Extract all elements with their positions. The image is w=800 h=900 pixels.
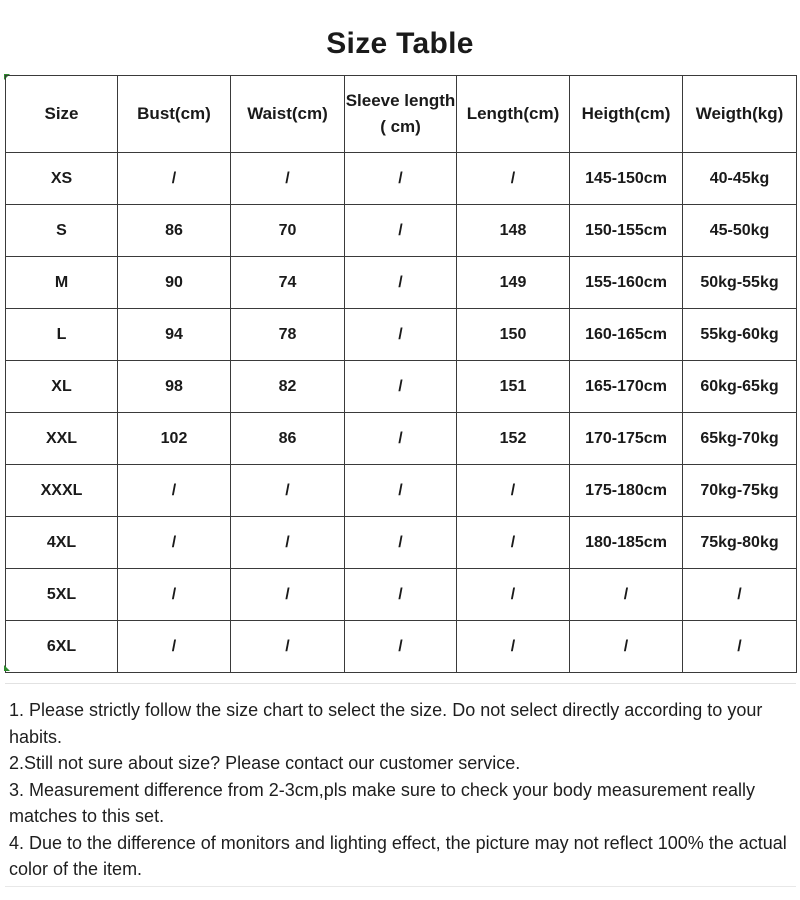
size-label-cell: S [6, 205, 118, 257]
table-row [6, 621, 797, 673]
table-row [6, 413, 797, 465]
table-header-row [6, 76, 797, 153]
table-cell: 165-170cm [570, 361, 683, 413]
notes-section [9, 697, 795, 883]
page-title: Size Table [326, 27, 474, 60]
table-cell: 86 [231, 413, 345, 465]
table-cell: / [231, 569, 345, 621]
note-1: 1. Please strictly follow the size chart to select the size. Do not select directly according to your habits. [9, 700, 763, 747]
table-row [6, 361, 797, 413]
header-size: Size [6, 76, 118, 153]
table-cell: 155-160cm [570, 257, 683, 309]
size-label-cell: XS [6, 153, 118, 205]
table-cell: / [345, 153, 457, 205]
table-cell: 148 [457, 205, 570, 257]
table-cell: 65kg-70kg [683, 413, 797, 465]
table-cell: 90 [118, 257, 231, 309]
table-cell: / [457, 153, 570, 205]
note-3: 3. Measurement difference from 2-3cm,pls make sure to check your body measurement really matches to this set. [9, 779, 755, 826]
table-cell: / [570, 621, 683, 673]
size-label-cell: 5XL [6, 569, 118, 621]
table-cell: / [345, 413, 457, 465]
table-cell: 145-150cm [570, 153, 683, 205]
table-cell: 70kg-75kg [683, 465, 797, 517]
size-label-cell: 6XL [6, 621, 118, 673]
table-row [6, 257, 797, 309]
divider [5, 683, 796, 684]
table-cell: 150 [457, 309, 570, 361]
table-cell: / [345, 569, 457, 621]
table-cell: / [118, 569, 231, 621]
table-row [6, 569, 797, 621]
table-cell: / [457, 621, 570, 673]
table-cell: 45-50kg [683, 205, 797, 257]
table-cell: 175-180cm [570, 465, 683, 517]
table-cell: / [345, 361, 457, 413]
table-cell: / [457, 465, 570, 517]
table-cell: / [118, 517, 231, 569]
table-cell: 102 [118, 413, 231, 465]
table-cell: 170-175cm [570, 413, 683, 465]
table-cell: 74 [231, 257, 345, 309]
table-cell: / [231, 153, 345, 205]
table-cell: / [231, 517, 345, 569]
table-cell: 152 [457, 413, 570, 465]
table-cell: 150-155cm [570, 205, 683, 257]
table-cell: 160-165cm [570, 309, 683, 361]
table-cell: 78 [231, 309, 345, 361]
table-cell: 149 [457, 257, 570, 309]
table-cell: 82 [231, 361, 345, 413]
table-cell: 75kg-80kg [683, 517, 797, 569]
table-cell: / [118, 621, 231, 673]
corner-mark-bottom [4, 665, 10, 671]
header-length: Length(cm) [457, 76, 570, 153]
table-cell: / [570, 569, 683, 621]
header-sleeve-length: Sleeve length ( cm) [345, 76, 457, 153]
table-cell: / [345, 517, 457, 569]
table-cell: 151 [457, 361, 570, 413]
size-label-cell: L [6, 309, 118, 361]
table-row [6, 465, 797, 517]
bottom-divider [5, 886, 796, 887]
table-cell: / [345, 257, 457, 309]
header-waist: Waist(cm) [231, 76, 345, 153]
table-cell: / [118, 465, 231, 517]
size-label-cell: XXL [6, 413, 118, 465]
table-cell: / [683, 569, 797, 621]
table-cell: 94 [118, 309, 231, 361]
table-cell: / [683, 621, 797, 673]
size-label-cell: XXXL [6, 465, 118, 517]
table-row [6, 517, 797, 569]
size-table-container [5, 75, 796, 673]
table-cell: 40-45kg [683, 153, 797, 205]
note-2: 2.Still not sure about size? Please contact our customer service. [9, 753, 521, 773]
table-cell: / [345, 465, 457, 517]
table-cell: 180-185cm [570, 517, 683, 569]
table-cell: 86 [118, 205, 231, 257]
table-cell: / [231, 621, 345, 673]
table-cell: / [457, 517, 570, 569]
table-row [6, 309, 797, 361]
table-cell: 60kg-65kg [683, 361, 797, 413]
header-bust: Bust(cm) [118, 76, 231, 153]
table-cell: / [118, 153, 231, 205]
table-cell: 70 [231, 205, 345, 257]
table-cell: / [345, 621, 457, 673]
size-label-cell: 4XL [6, 517, 118, 569]
table-row [6, 205, 797, 257]
size-label-cell: XL [6, 361, 118, 413]
header-height: Heigth(cm) [570, 76, 683, 153]
table-cell: 55kg-60kg [683, 309, 797, 361]
table-row [6, 153, 797, 205]
header-weight: Weigth(kg) [683, 76, 797, 153]
table-cell: 50kg-55kg [683, 257, 797, 309]
size-table [5, 75, 797, 673]
table-cell: / [231, 465, 345, 517]
table-cell: / [457, 569, 570, 621]
table-cell: 98 [118, 361, 231, 413]
note-4: 4. Due to the difference of monitors and lighting effect, the picture may not reflect 100% the actual color of the item. [9, 832, 787, 879]
table-cell: / [345, 205, 457, 257]
table-cell: / [345, 309, 457, 361]
size-label-cell: M [6, 257, 118, 309]
